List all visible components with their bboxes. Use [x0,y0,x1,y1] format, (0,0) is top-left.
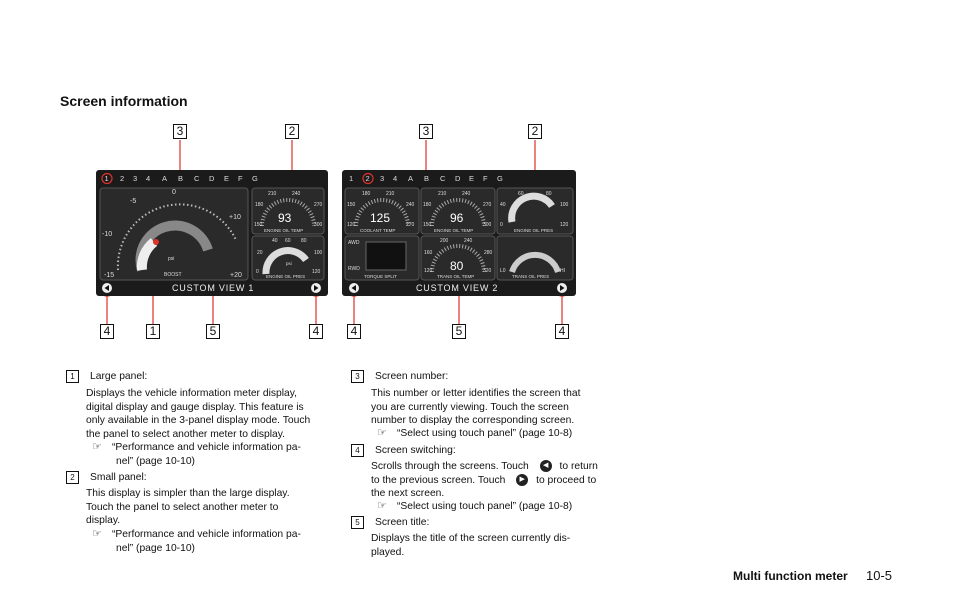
page-number: 10-5 [866,568,893,583]
svg-text:BOOST: BOOST [164,272,182,278]
svg-text:HI: HI [560,268,565,274]
svg-text:G: G [497,174,503,183]
item-5-body: Displays the title of the screen currently dis- played. [371,533,571,558]
svg-text:100: 100 [560,202,569,208]
screen-number-1: 1 [104,174,109,183]
svg-text:270: 270 [406,222,415,228]
screen-number-4: 4 [146,174,151,183]
svg-text:280: 280 [484,250,493,256]
screen-number-b: B [178,174,184,183]
svg-text:180: 180 [362,191,371,197]
svg-text:300: 300 [314,222,323,228]
screen-number-e: E [224,174,230,183]
callout-4-screen1-right: 4 [309,324,323,339]
svg-text:125: 125 [370,211,391,225]
svg-text:D: D [455,174,461,183]
item-2-header: 2 Small panel: [66,471,147,484]
svg-text:80: 80 [301,238,307,244]
svg-text:psi: psi [286,261,292,266]
reference-hand-icon: ☞ [377,427,387,439]
screen-number-d: D [209,174,215,183]
footer-section-title: Multi function meter [733,569,848,583]
svg-text:ENGINE OIL PRES: ENGINE OIL PRES [514,228,554,233]
svg-text:COOLANT TEMP: COOLANT TEMP [360,228,396,233]
svg-text:A: A [408,174,414,183]
svg-text:93: 93 [278,211,292,225]
svg-text:210: 210 [268,191,277,197]
svg-text:F: F [483,174,488,183]
svg-text:120: 120 [424,268,433,274]
svg-text:60: 60 [285,238,291,244]
svg-text:240: 240 [292,191,301,197]
svg-text:210: 210 [438,191,447,197]
svg-text:0: 0 [500,222,503,228]
svg-text:240: 240 [464,238,473,244]
svg-text:+10: +10 [229,214,241,221]
svg-text:ENGINE OIL PRES: ENGINE OIL PRES [266,274,306,279]
svg-text:80: 80 [546,191,552,197]
svg-text:L0: L0 [500,268,506,274]
svg-text:270: 270 [314,202,323,208]
callout-4-screen1-left: 4 [100,324,114,339]
svg-text:320: 320 [483,268,492,274]
svg-text:210: 210 [386,191,395,197]
item-4-reference[interactable]: ☞ “Select using touch panel” (page 10-8) [377,500,573,512]
callout-1-screen1: 1 [146,324,160,339]
item-1-reference[interactable]: ☞ “Performance and vehicle information pa- nel” (page 10-10) [92,441,301,467]
svg-text:160: 160 [424,250,433,256]
callout-5-screen2: 5 [452,324,466,339]
svg-text:200: 200 [440,238,449,244]
callout-5-screen1: 5 [206,324,220,339]
page-heading: Screen information [60,93,188,109]
item-1-body: Displays the vehicle information meter display, digital display and gauge display. This feature is only available in the 3-panel display mode. Touch the panel to select another meter to display. [86,388,311,441]
svg-text:180: 180 [255,202,264,208]
svg-text:TRANS OIL TEMP: TRANS OIL TEMP [437,274,475,279]
screen-number-3: 3 [133,174,138,183]
svg-text:RWD: RWD [348,266,360,272]
large-panel [100,188,248,280]
screen2-graphics [342,170,576,296]
screen-number-g: G [252,174,258,183]
svg-text:270: 270 [483,202,492,208]
screen-title: CUSTOM VIEW 1 [172,283,255,293]
svg-text:1: 1 [349,174,354,183]
forward-button-icon: ▶ [516,474,528,486]
svg-text:-10: -10 [102,231,113,238]
callout-4-screen2-right: 4 [555,324,569,339]
item-3-reference[interactable]: ☞ “Select using touch panel” (page 10-8) [377,427,573,439]
callout-2-screen2: 2 [528,124,542,139]
svg-text:120: 120 [560,222,569,228]
svg-text:60: 60 [518,191,524,197]
svg-text:AWD: AWD [348,240,360,246]
svg-text:E: E [469,174,475,183]
svg-text:40: 40 [272,238,278,244]
svg-text:120: 120 [347,222,356,228]
svg-text:0: 0 [172,189,176,196]
reference-hand-icon: ☞ [92,441,102,453]
back-button-icon: ◀ [540,460,552,472]
svg-text:20: 20 [257,250,263,256]
callout-3-screen1: 3 [173,124,187,139]
screen1-graphics [96,170,328,296]
svg-text:80: 80 [450,259,464,273]
callout-3-screen2: 3 [419,124,433,139]
svg-text:2: 2 [365,174,370,183]
screen-number-c: C [194,174,200,183]
item-2-body: This display is simpler than the large display. Touch the panel to select another meter to display. [86,488,290,527]
svg-text:100: 100 [314,250,323,256]
reference-hand-icon: ☞ [377,500,387,512]
svg-text:+20: +20 [230,272,242,279]
svg-text:150: 150 [347,202,356,208]
item-4-body: Scrolls through the screens. Touch ◀ to return to the previous screen. Touch ▶ to proceed to the next screen. [371,461,598,500]
item-5-header: 5 Screen title: [351,516,429,529]
svg-text:4: 4 [393,174,398,183]
svg-text:ENGINE OIL TEMP: ENGINE OIL TEMP [434,228,474,233]
screen-number-2: 2 [120,174,125,183]
item-2-reference[interactable]: ☞ “Performance and vehicle information pa- nel” (page 10-10) [92,528,301,554]
svg-text:180: 180 [423,202,432,208]
svg-text:120: 120 [312,269,321,275]
svg-text:150: 150 [423,222,432,228]
svg-text:TRANS OIL PRES: TRANS OIL PRES [512,274,550,279]
svg-text:240: 240 [406,202,415,208]
item-3-body: This number or letter identifies the screen that you are currently viewing. Touch the screen number to display the corresponding screen. [371,388,581,427]
svg-text:96: 96 [450,211,464,225]
svg-text:300: 300 [483,222,492,228]
svg-text:TORQUE SPLIT: TORQUE SPLIT [364,274,397,279]
svg-text:0: 0 [256,269,259,275]
svg-text:ENGINE OIL TEMP: ENGINE OIL TEMP [264,228,304,233]
svg-text:40: 40 [500,202,506,208]
svg-text:240: 240 [462,191,471,197]
item-3-header: 3 Screen number: [351,370,448,383]
screen-number-f: F [238,174,243,183]
custom-view-2-screen[interactable] [342,170,576,296]
custom-view-1-screen[interactable] [96,170,328,296]
screen-number-a: A [162,174,168,183]
svg-text:B: B [424,174,430,183]
callout-4-screen2-left: 4 [347,324,361,339]
svg-text:3: 3 [380,174,385,183]
item-1-header: 1 Large panel: [66,370,147,383]
svg-text:150: 150 [254,222,263,228]
screen-number-row [102,174,258,184]
svg-text:-15: -15 [104,272,115,279]
svg-text:-5: -5 [130,198,137,205]
item-4-header: 4 Screen switching: [351,444,456,457]
screen-title: CUSTOM VIEW 2 [416,283,499,293]
svg-text:psi: psi [168,256,175,262]
reference-hand-icon: ☞ [92,528,102,540]
svg-text:C: C [440,174,446,183]
callout-2-screen1: 2 [285,124,299,139]
